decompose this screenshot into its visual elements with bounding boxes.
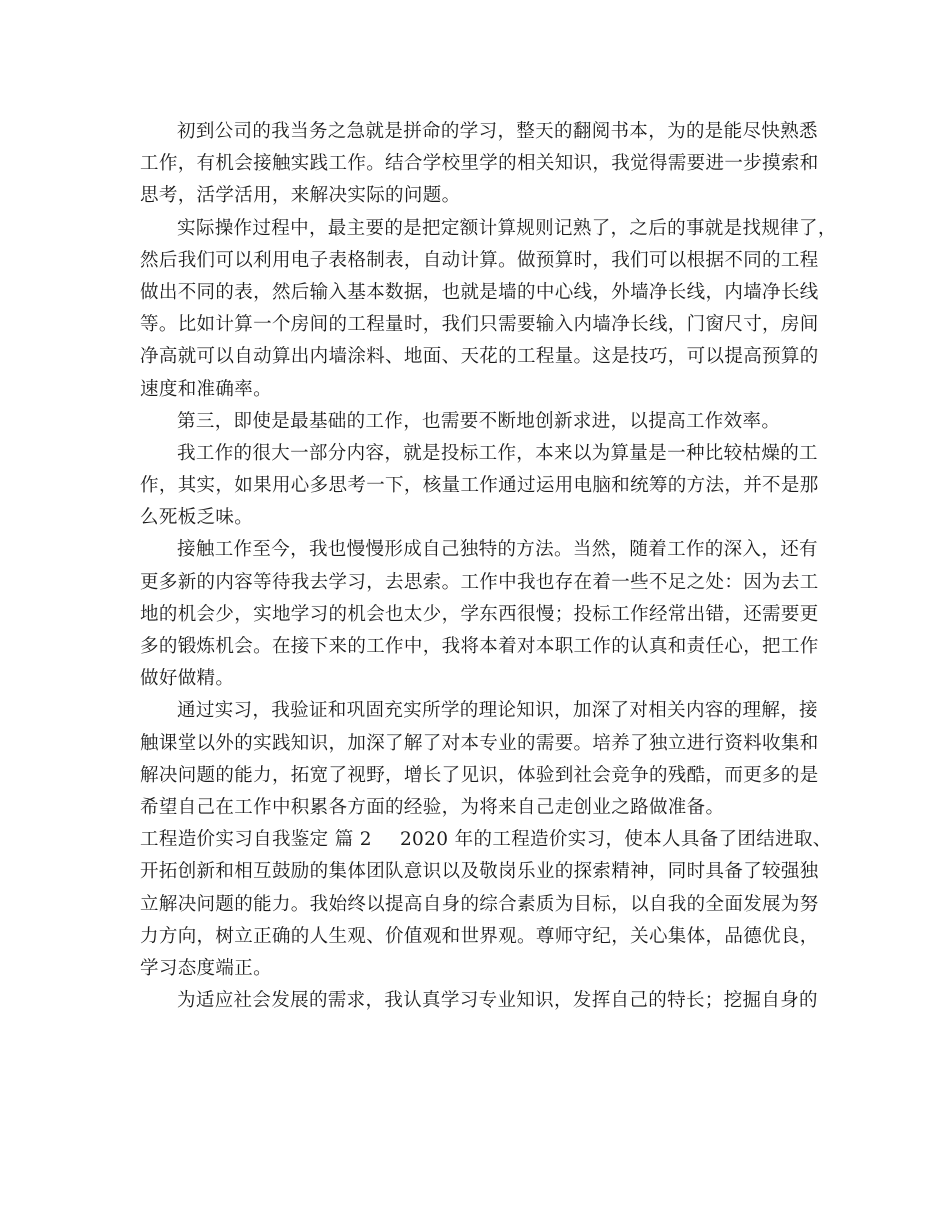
text-line: 希望自己在工作中积累各方面的经验，为将来自己走创业之路做准备。: [140, 796, 725, 818]
text-line: 做出不同的表，然后输入基本数据，也就是墙的中心线，外墙净长线，内墙净长线: [140, 281, 819, 303]
section-heading-line: [140, 824, 832, 856]
text-line: 更多新的内容等待我去学习，去思索。工作中我也存在着一些不足之处：因为去工: [140, 571, 819, 593]
text-line: 力方向，树立正确的人生观、价值观和世界观。尊师守纪，关心集体，品德优良，: [140, 925, 819, 947]
text-line: 思考，活学活用，来解决实际的问题。: [140, 185, 461, 207]
text-line: 多的锻炼机会。在接下来的工作中，我将本着对本职工作的认真和责任心，把工作: [140, 636, 819, 657]
text-line: 作，其实，如果用心多思考一下，核量工作通过运用电脑和统筹的方法，并不是那: [140, 475, 819, 497]
text-line: 地的机会少，实地学习的机会也太少，学东西很慢；投标工作经常出错，还需要更: [140, 603, 819, 625]
text-line: 我工作的很大一部分内容，就是投标工作，本来以为算量是一种比较枯燥的工: [177, 442, 818, 464]
section-heading-title: 工程造价实习自我鉴定 篇 2: [140, 829, 372, 851]
text-line: 解决问题的能力，拓宽了视野，增长了见识，体验到社会竞争的残酷，而更多的是: [140, 764, 819, 786]
text-line: 触课堂以外的实践知识，加深了解了对本专业的需要。培养了独立进行资料收集和: [140, 732, 819, 754]
text-line: 初到公司的我当务之急就是拼命的学习，整天的翻阅书本，为的是能尽快熟悉: [177, 121, 818, 142]
text-line: 接触工作至今，我也慢慢形成自己独特的方法。当然，随着工作的深入，还有: [177, 539, 818, 561]
text-line: 速度和准确率。: [140, 378, 272, 400]
text-line: 为适应社会发展的需求，我认真学习专业知识，发挥自己的特长；挖掘自身的: [177, 990, 818, 1012]
text-line: 立解决问题的能力。我始终以提高自身的综合素质为目标，以自我的全面发展为努: [140, 893, 819, 915]
text-line: 做好做精。: [140, 668, 235, 690]
text-line: 等。比如计算一个房间的工程量时，我们只需要输入内墙净长线，门窗尺寸，房间: [140, 314, 819, 336]
paragraph-block-1: [140, 116, 837, 824]
text-line: 学习态度端正。: [140, 957, 272, 979]
text-line: 工作，有机会接触实践工作。结合学校里学的相关知识，我觉得需要进一步摸索和: [140, 153, 819, 175]
paragraph-block-2: [140, 856, 819, 1017]
document-body: [140, 116, 837, 1017]
text-line: 净高就可以自动算出内墙涂料、地面、天花的工程量。这是技巧，可以提高预算的: [140, 346, 819, 368]
text-line: 实际操作过程中，最主要的是把定额计算规则记熟了，之后的事就是找规律了，: [177, 217, 837, 239]
text-line: 第三，即使是最基础的工作，也需要不断地创新求进，以提高工作效率。: [177, 410, 781, 432]
text-line: 然后我们可以利用电子表格制表，自动计算。做预算时，我们可以根据不同的工程: [140, 249, 819, 271]
text-line: 么死板乏味。: [140, 507, 254, 529]
text-line: 通过实习，我验证和巩固充实所学的理论知识，加深了对相关内容的理解，接: [177, 700, 818, 722]
text-line: 开拓创新和相互鼓励的集体团队意识以及敬岗乐业的探索精神，同时具备了较强独: [140, 861, 819, 883]
section-first-text: 2020 年的工程造价实习，使本人具备了团结进取、: [399, 829, 832, 851]
